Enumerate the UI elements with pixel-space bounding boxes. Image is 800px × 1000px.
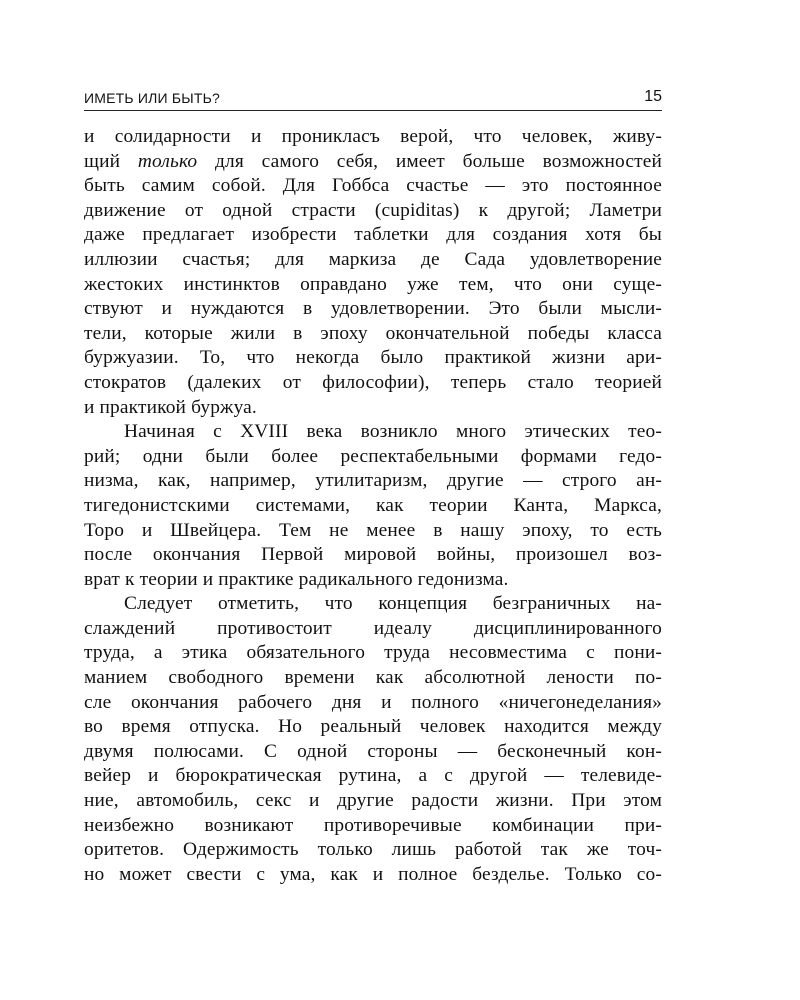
text-line: Следует отметить, что концепция безграничных на- — [124, 593, 662, 615]
paragraph — [84, 125, 662, 420]
text-line: иллюзии счастья; для маркиза де Сада удовлетворение — [84, 248, 662, 270]
text-line: слаждений противостоит идеалу дисциплинированного — [84, 617, 662, 639]
text-line: движение от одной страсти (cupiditas) к другой; Ламетри — [84, 199, 662, 221]
text-line: ние, автомобиль, секс и другие радости жизни. При этом — [84, 790, 662, 812]
text-line — [84, 150, 662, 175]
text-line: ствуют и нуждаются в удовлетворении. Это были мысли- — [84, 298, 662, 320]
text-line: стократов (далеких от философии), теперь стало теорией — [84, 371, 662, 393]
page-number: 15 — [644, 88, 662, 105]
text-line: но может свести с ума, как и полное безделье. Только со- — [84, 863, 662, 885]
paragraph — [84, 420, 662, 592]
text-line: во время отпуска. Но реальный человек находится между — [84, 716, 662, 738]
text-line: вейер и бюрократическая рутина, а с другой — телевиде- — [84, 765, 662, 787]
emphasis: только — [137, 150, 198, 172]
text-line: тигедонистскими системами, как теории Канта, Маркса, — [84, 494, 662, 516]
text-line: жестоких инстинктов оправдано уже тем, что они суще- — [84, 273, 662, 295]
text-line: Начиная с XVIII века возникло много этических тео- — [124, 421, 662, 443]
text-line: врат к теории и практике радикального гедонизма. — [84, 568, 509, 590]
body-text — [84, 125, 662, 887]
text-line: даже предлагает изобрести таблетки для создания хотя бы — [84, 224, 662, 246]
text-line: тели, которые жили в эпоху окончательной победы класса — [84, 322, 662, 344]
text-line: рий; одни были более респектабельными формами гедо- — [84, 445, 662, 467]
text-line: труда, а этика обязательного труда несовместима с пони- — [84, 642, 662, 664]
running-header — [84, 88, 662, 110]
text-fragment: для самого себя, имеет больше возможностей — [197, 150, 662, 172]
running-title: ИМЕТЬ ИЛИ БЫТЬ? — [84, 90, 220, 106]
text-line: буржуазии. То, что некогда было практикой жизни ари- — [84, 347, 662, 369]
text-line: манием свободного времени как абсолютной лености по- — [84, 667, 662, 689]
text-line: неизбежно возникают противоречивые комбинации при- — [84, 814, 662, 836]
text-line: оритетов. Одержимость только лишь работой так же точ- — [84, 839, 662, 861]
text-line: после окончания Первой мировой войны, произошел воз- — [84, 544, 662, 566]
text-line: Торо и Швейцера. Тем не менее в нашу эпоху, то есть — [84, 519, 662, 541]
text-line: и солидарности и проникласъ верой, что человек, живу- — [84, 126, 662, 147]
text-fragment: щий — [84, 150, 138, 172]
paragraph — [84, 592, 662, 887]
text-line: быть самим собой. Для Гоббса счастье — это постоянное — [84, 175, 662, 197]
header-rule — [84, 110, 662, 111]
text-line: двумя полюсами. С одной стороны — бесконечный кон- — [84, 740, 662, 762]
text-line: и практикой буржуа. — [84, 396, 257, 418]
text-line: низма, как, например, утилитаризм, другие — строго ан- — [84, 470, 662, 492]
text-line: сле окончания рабочего дня и полного «ничегонеделания» — [84, 691, 662, 713]
